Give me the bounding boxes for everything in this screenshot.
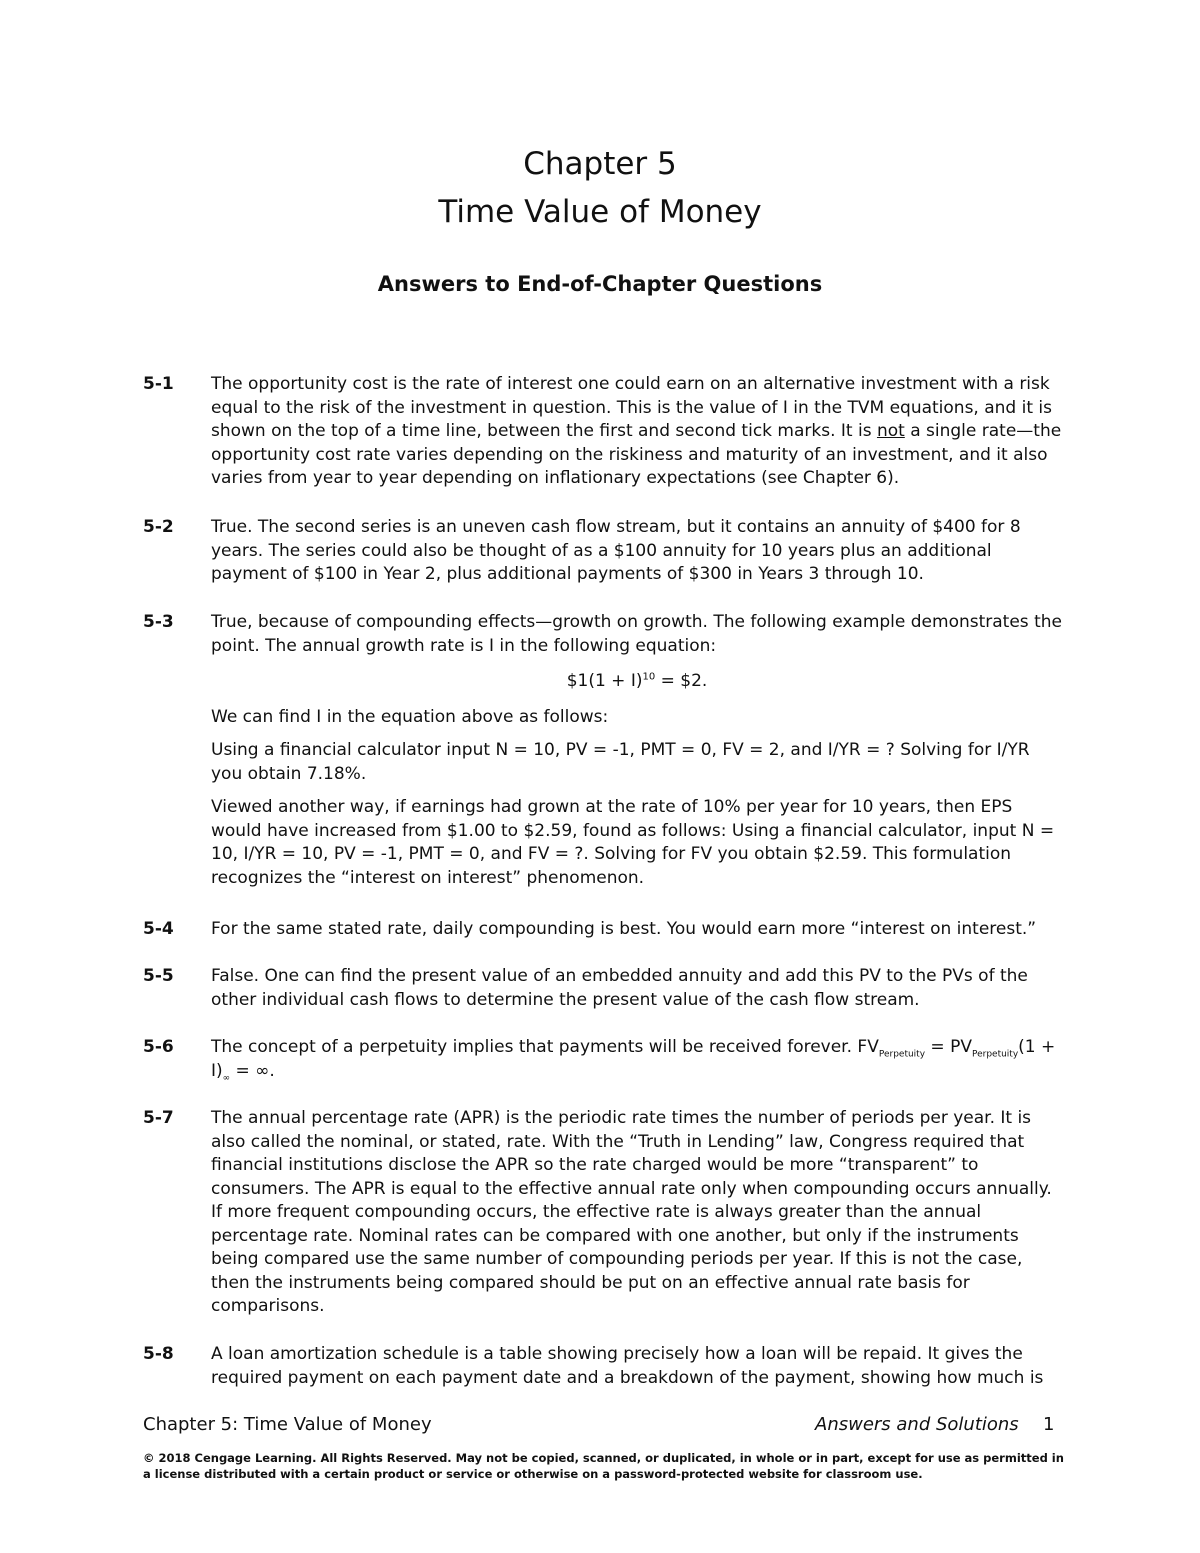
chapter-heading xyxy=(0,140,1200,236)
answer-text: The concept of a perpetuity implies that payments will be received forever. $FV_{Perpetuity} = PV_{Perpetuity}(1 + I)_\infty$ = ∞. xyxy=(211,1037,1056,1083)
answer-paragraph: We can find I in the equation above as follows: xyxy=(211,706,609,727)
chapter-number: Chapter 5 xyxy=(523,146,677,182)
answer-item xyxy=(143,1036,1063,1083)
copyright-notice: © 2018 Cengage Learning. All Rights Reserved. May not be copied, scanned, or duplicated, in whole or in part, except for use as permitted in a license distributed with a certain product or service or otherwise on a password-protected website for classroom use. xyxy=(143,1451,1064,1481)
answer-item xyxy=(143,373,1063,491)
answer-paragraph: True, because of compounding effects—growth on growth. The following example demonstrates the point. The annual growth rate is I in the following equation: xyxy=(211,612,1062,656)
footer-section: Answers and Solutions xyxy=(815,1414,1019,1435)
answer-number: 5-4 xyxy=(143,919,174,939)
answer-number: 5-1 xyxy=(143,374,174,394)
answer-item xyxy=(143,965,1063,1012)
answer-number: 5-2 xyxy=(143,517,174,537)
footer-chapter: Chapter 5: Time Value of Money xyxy=(143,1414,432,1435)
answer-text: True. The second series is an uneven cash flow stream, but it contains an annuity of $400 for 8 years. The series could also be thought of as a $100 annuity for 10 years plus an additional payment of $100 in Year 2, plus additional payments of $300 in Years 3 through 10. xyxy=(211,517,1021,584)
answer-number: 5-3 xyxy=(143,612,174,632)
answer-number: 5-7 xyxy=(143,1108,174,1128)
answer-number: 5-5 xyxy=(143,966,174,986)
answer-paragraph: Viewed another way, if earnings had grown at the rate of 10% per year for 10 years, then EPS would have increased from $1.00 to $2.59, found as follows: Using a financial calculator, input N = 10, I/YR = 10, PV = -1, PMT = 0, and FV = ?. Solving for FV you obtain $2.59. This formulation recognizes the “interest on interest” phenomenon. xyxy=(211,797,1055,888)
page-number: 1 xyxy=(1043,1414,1055,1435)
answer-item xyxy=(143,1343,1063,1390)
answer-item xyxy=(143,611,1063,900)
answer-text: The opportunity cost is the rate of interest one could earn on an alternative investment with a risk equal to the risk of the investment in question. This is the value of I in the TVM equations, and it is shown on the top of a time line, between the first and second tick marks. It is not a single rate—the opportunity cost rate varies depending on the riskiness and maturity of an investment, and it also varies from year to year depending on inflationary expectations (see Chapter 6). xyxy=(211,374,1062,488)
emphasis-text: not xyxy=(876,421,905,441)
answer-number: 5-6 xyxy=(143,1037,174,1057)
answer-text: False. One can find the present value of an embedded annuity and add this PV to the PVs of the other individual cash flows to determine the present value of the cash flow stream. xyxy=(211,966,1028,1010)
answer-number: 5-8 xyxy=(143,1344,174,1364)
answer-text: A loan amortization schedule is a table showing precisely how a loan will be repaid. It gives the required payment on each payment date and a breakdown of the payment, showing how much is xyxy=(211,1344,1044,1388)
answer-text: The annual percentage rate (APR) is the periodic rate times the number of periods per year. It is also called the nominal, or stated, rate. With the “Truth in Lending” law, Congress required that financial institutions disclose the APR so the rate charged would be more “transparent” to consumers. The APR is equal to the effective annual rate only when compounding occurs annually. If more frequent compounding occurs, the effective rate is always greater than the annual percentage rate. Nominal rates can be compared with one another, but only if the instruments being compared use the same number of compounding periods per year. If this is not the case, then the instruments being compared should be put on an effective annual rate basis for comparisons. xyxy=(211,1108,1052,1316)
chapter-title: Time Value of Money xyxy=(438,194,762,230)
growth-equation: $1(1 + I)$^{10}$ = $2. xyxy=(566,671,708,691)
answer-item xyxy=(143,918,1063,942)
section-subheading: Answers to End-of-Chapter Questions xyxy=(377,272,823,296)
answer-text: For the same stated rate, daily compounding is best. You would earn more “interest on interest.” xyxy=(211,919,1037,939)
answer-text xyxy=(211,611,1063,890)
answer-item xyxy=(143,1107,1063,1319)
answer-item xyxy=(143,516,1063,587)
answer-paragraph: Using a financial calculator input N = 10, PV = -1, PMT = 0, FV = 2, and I/YR = ? Solving for I/YR you obtain 7.18%. xyxy=(211,740,1030,784)
